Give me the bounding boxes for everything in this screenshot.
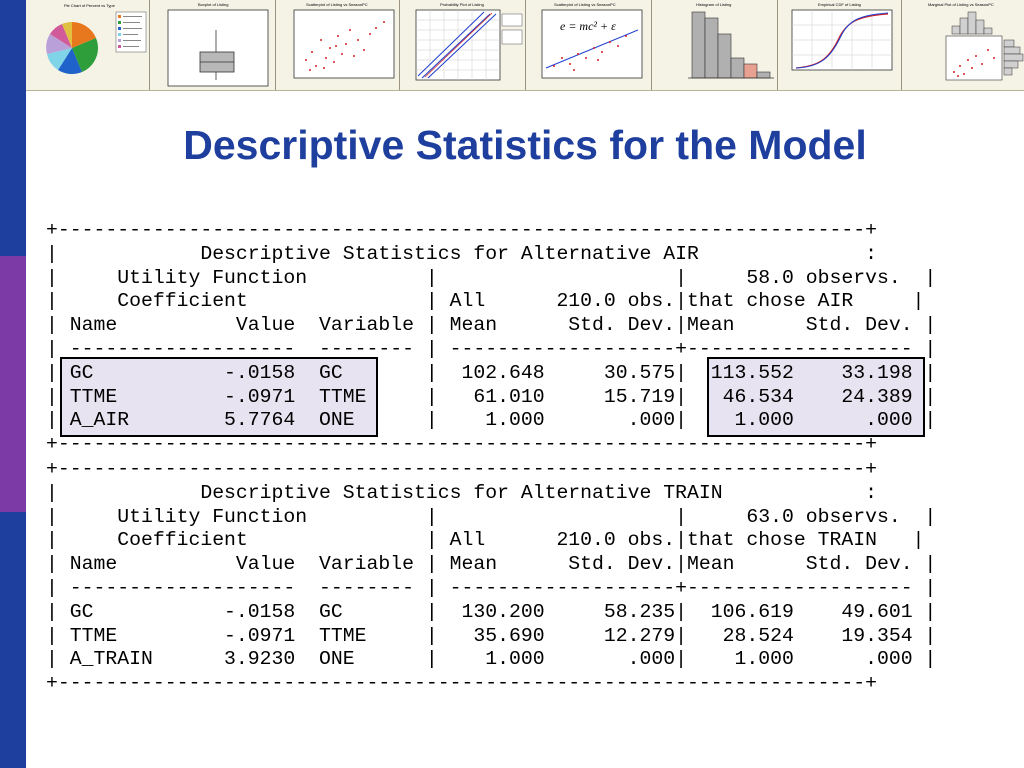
chart-thumbnail-banner — [26, 0, 1024, 91]
table-row: +--------------------------------------------------------------------+ — [46, 433, 877, 456]
marginal-side-histogram-icon — [1004, 40, 1023, 75]
table-row: | A_AIR 5.7764 ONE | 1.000 .000| 1.000 .000 | — [46, 409, 937, 432]
table-row: | Utility Function | | 58.0 observs. | — [46, 266, 937, 289]
table-row: | Descriptive Statistics for Alternative TRAIN : — [46, 481, 877, 504]
scatterplot-fit-thumbnail — [526, 0, 652, 90]
table-row: | A_TRAIN 3.9230 ONE | 1.000 .000| 1.000 .000 | — [46, 648, 937, 671]
sidebar-purple-middle — [0, 256, 26, 512]
table-row: | Name Value Variable | Mean Std. Dev.|Mean Std. Dev. | — [46, 314, 937, 337]
marginal-top-histogram-icon — [952, 12, 992, 34]
table-row: +--------------------------------------------------------------------+ — [46, 458, 877, 480]
probability-plot-thumbnail — [400, 0, 526, 90]
table-row: | Descriptive Statistics for Alternative AIR : — [46, 242, 877, 265]
table-row: | Name Value Variable | Mean Std. Dev.|Mean Std. Dev. | — [46, 553, 937, 576]
thumbnail-title: Empirical CDF of Listing — [818, 2, 861, 7]
boxplot-thumbnail — [150, 0, 276, 90]
formula-label: e = mc² + ε — [560, 19, 616, 33]
table-row: | TTME -.0971 TTME | 61.010 15.719| 46.534 24.389 | — [46, 385, 937, 408]
table-row: | GC -.0158 GC | 130.200 58.235| 106.619 49.601 | — [46, 600, 937, 623]
marginal-plot-thumbnail — [902, 0, 1024, 90]
sidebar-blue-bottom — [0, 512, 26, 768]
histogram-thumbnail — [652, 0, 778, 90]
thumbnail-title: Boxplot of Listing — [198, 2, 229, 7]
table-row: | TTME -.0971 TTME | 35.690 12.279| 28.524 19.354 | — [46, 624, 937, 647]
table-row: | ------------------- -------- | -------------------+------------------- | — [46, 576, 937, 599]
sidebar-blue-top — [0, 0, 26, 256]
thumbnail-title: Scatterplot of Listing vs SeasonPC — [554, 2, 616, 7]
table-row: +--------------------------------------------------------------------+ — [46, 672, 877, 695]
scatterplot-thumbnail — [276, 0, 400, 90]
slide-title: Descriptive Statistics for the Model — [183, 122, 867, 168]
train-statistics-table — [46, 458, 936, 696]
pie-legend — [116, 12, 146, 52]
left-sidebar-stripe — [0, 0, 26, 768]
pie-chart-icon — [46, 22, 98, 74]
thumbnail-title: Pie Chart of Percent vs Type — [64, 3, 115, 8]
thumbnail-title: Histogram of Listing — [696, 2, 732, 7]
pie-chart-thumbnail — [26, 0, 150, 90]
table-row: | ------------------- -------- | -------------------+------------------- | — [46, 337, 937, 360]
air-statistics-table — [46, 219, 936, 457]
table-row: | Coefficient | All 210.0 obs.|that chose TRAIN | — [46, 529, 925, 552]
histogram-bars-icon — [692, 12, 770, 78]
thumbnail-title: Scatterplot of Listing vs SeasonPC — [306, 2, 368, 7]
table-row: +--------------------------------------------------------------------+ — [46, 219, 877, 241]
table-row: | Coefficient | All 210.0 obs.|that chose AIR | — [46, 290, 925, 313]
table-row: | Utility Function | | 63.0 observs. | — [46, 505, 937, 528]
cdf-thumbnail — [778, 0, 902, 90]
thumbnail-title: Marginal Plot of Listing vs SeasonPC — [928, 2, 994, 7]
thumbnail-title: Probability Plot of Listing — [440, 2, 484, 7]
table-row: | GC -.0158 GC | 102.648 30.575| 113.552 33.198 | — [46, 361, 937, 384]
